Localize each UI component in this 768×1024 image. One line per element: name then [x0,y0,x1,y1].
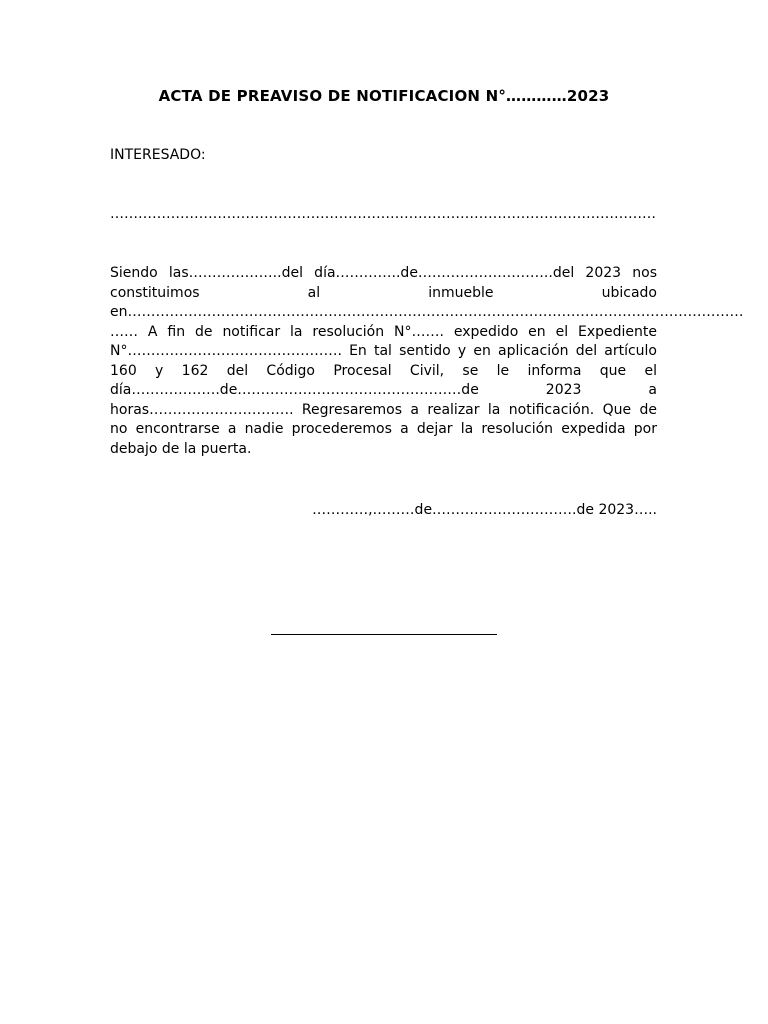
date-line: …………,………de………………………….de 2023….. [312,502,657,518]
paragraph-line: N°………………………………………. En tal sentido y en aplicación del artículo [110,343,657,359]
paragraph-line: no encontrarse a nadie procederemos a dejar la resolución expedida por [110,421,657,437]
paragraph-line: debajo de la puerta. [110,440,252,457]
paragraph-line: día……………….de…………………………………………de 2023 a [110,382,657,398]
interesado-fill-line: ……………………………………………………………………………………………………… [110,206,656,222]
paragraph-line: Siendo las………………..del día…………..de………………………..del 2023 nos [110,265,657,281]
interesado-label: INTERESADO: [110,147,206,163]
signature-line [271,634,497,635]
paragraph-line: horas…………………………. Regresaremos a realizar la notificación. Que de [110,401,657,418]
paragraph-line: …… A fin de notificar la resolución N°……. expedido en el Expediente [110,323,657,340]
paragraph-line: en…………………………………………………………………………………………………………………… [110,304,744,320]
paragraph-line: 160 y 162 del Código Procesal Civil, se le informa que el [110,362,657,379]
notice-paragraph [110,264,744,459]
document-title: ACTA DE PREAVISO DE NOTIFICACION N°…………2023 [158,87,610,105]
paragraph-line: constituimos al inmueble ubicado [110,284,657,301]
